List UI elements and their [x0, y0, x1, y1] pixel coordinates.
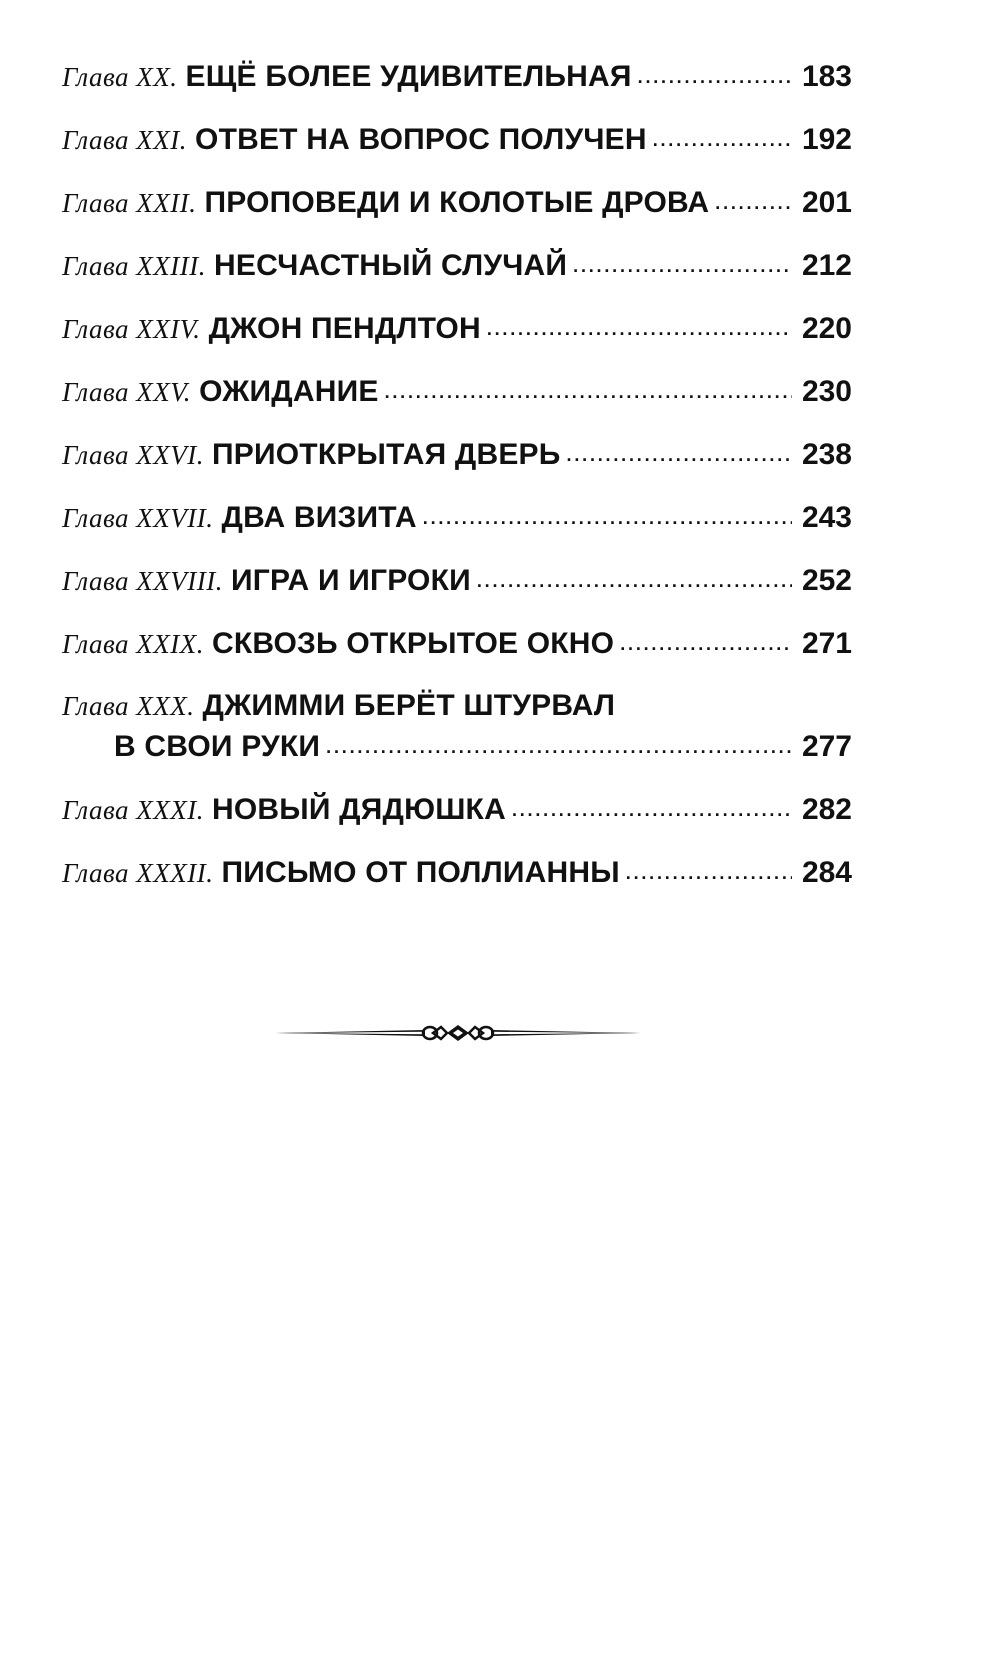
page-number: 212	[801, 249, 852, 282]
toc-entry[interactable]	[62, 497, 852, 560]
chapter-number: Глава XXIII.	[62, 251, 207, 281]
chapter-title: ЕЩЁ БОЛЕЕ УДИВИТЕЛЬНАЯ	[185, 60, 632, 93]
dot-leader	[487, 308, 792, 338]
chapter-number: Глава XXIV.	[62, 314, 201, 344]
chapter-title-line2: В СВОИ РУКИ	[114, 730, 321, 763]
chapter-number: Глава XXVIII.	[62, 566, 224, 596]
dot-leader	[567, 434, 792, 464]
chapter-number: Глава XXVII.	[62, 503, 214, 533]
toc-entry[interactable]	[62, 308, 852, 371]
chapter-title: ПРОПОВЕДИ И КОЛОТЫЕ ДРОВА	[204, 186, 710, 219]
dot-leader	[326, 726, 792, 756]
dot-leader	[626, 852, 792, 882]
chapter-number: Глава XXX.	[62, 691, 195, 721]
page-number: 284	[801, 856, 852, 889]
chapter-title: ПРИОТКРЫТАЯ ДВЕРЬ	[212, 438, 561, 471]
chapter-title: ОЖИДАНИЕ	[199, 375, 379, 408]
chapter-title: ДВА ВИЗИТА	[221, 501, 417, 534]
toc-entry[interactable]	[62, 371, 852, 434]
ornamental-divider-icon	[275, 1021, 641, 1045]
dot-leader	[385, 371, 792, 401]
page-number: 252	[801, 564, 852, 597]
chapter-title: ИГРА И ИГРОКИ	[231, 564, 471, 597]
chapter-title: ПИСЬМО ОТ ПОЛЛИАННЫ	[221, 856, 620, 889]
toc-entry[interactable]	[62, 623, 852, 686]
page-number: 220	[801, 312, 852, 345]
toc-entry[interactable]	[62, 245, 852, 308]
table-of-contents	[62, 56, 852, 915]
chapter-number: Глава XXXI.	[62, 795, 205, 825]
toc-entry[interactable]	[62, 560, 852, 623]
toc-entry[interactable]	[62, 434, 852, 497]
page-number: 271	[801, 627, 852, 660]
chapter-number: Глава XXVI.	[62, 440, 205, 470]
toc-entry[interactable]	[62, 182, 852, 245]
dot-leader	[638, 56, 792, 86]
toc-entry[interactable]	[62, 789, 852, 852]
chapter-title: ОТВЕТ НА ВОПРОС ПОЛУЧЕН	[195, 123, 647, 156]
page-number: 230	[801, 375, 852, 408]
chapter-number: Глава XXXII.	[62, 858, 214, 888]
chapter-number: Глава XXII.	[62, 188, 197, 218]
chapter-title: НОВЫЙ ДЯДЮШКА	[212, 793, 506, 826]
toc-entry[interactable]	[62, 852, 852, 915]
chapter-title: НЕСЧАСТНЫЙ СЛУЧАЙ	[214, 249, 568, 282]
page-number: 192	[801, 123, 852, 156]
chapter-title-line1: ДЖИММИ БЕРЁТ ШТУРВАЛ	[202, 689, 616, 722]
toc-entry[interactable]	[62, 56, 852, 119]
page-number: 201	[801, 186, 852, 219]
dot-leader	[512, 789, 792, 819]
chapter-title: ДЖОН ПЕНДЛТОН	[208, 312, 481, 345]
page-number: 183	[801, 60, 852, 93]
chapter-number: Глава XXI.	[62, 125, 188, 155]
dot-leader	[573, 245, 792, 275]
toc-entry[interactable]	[62, 686, 852, 789]
chapter-number: Глава XX.	[62, 62, 178, 92]
dot-leader	[653, 119, 792, 149]
dot-leader	[423, 497, 792, 527]
toc-entry[interactable]	[62, 119, 852, 182]
chapter-title: СКВОЗЬ ОТКРЫТОЕ ОКНО	[212, 627, 615, 660]
page-number: 277	[801, 730, 852, 763]
page-number: 238	[801, 438, 852, 471]
chapter-number: Глава XXV.	[62, 377, 192, 407]
dot-leader	[477, 560, 792, 590]
chapter-number: Глава XXIX.	[62, 629, 205, 659]
page-number: 282	[801, 793, 852, 826]
page-number: 243	[801, 501, 852, 534]
dot-leader	[715, 182, 792, 212]
dot-leader	[620, 623, 792, 653]
